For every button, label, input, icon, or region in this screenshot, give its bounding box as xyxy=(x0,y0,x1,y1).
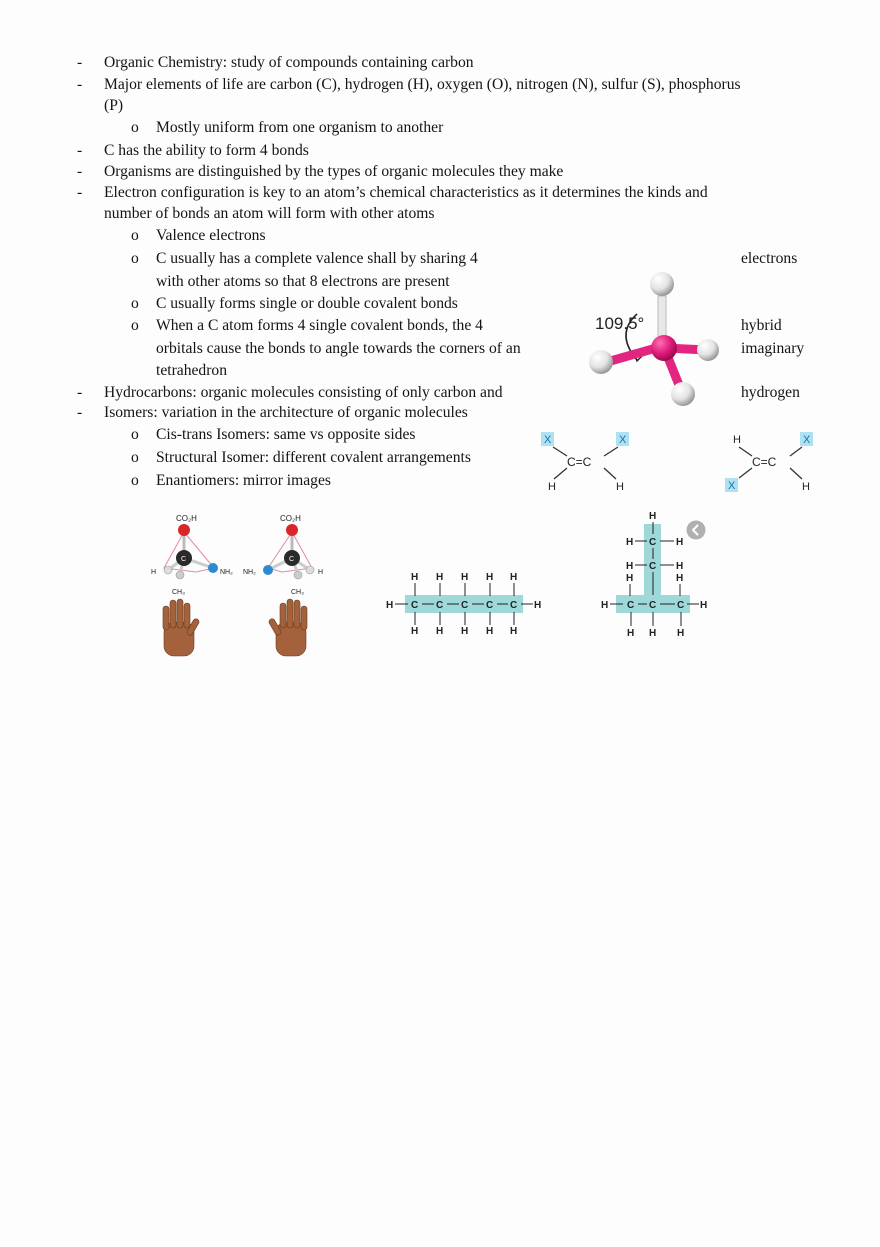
note-isomers: Isomers: variation in the architecture of organic molecules xyxy=(104,404,468,421)
co2h-label: CO₂H xyxy=(176,514,197,523)
note-structural: Structural Isomer: different covalent arrangements xyxy=(156,449,471,466)
double-bond-label: C=C xyxy=(567,455,592,469)
h-atom: H xyxy=(700,600,708,611)
ch3-label: CH₃ xyxy=(291,589,304,596)
h-atom: H xyxy=(601,600,609,611)
co2h-label: CO₂H xyxy=(280,514,301,523)
sub-bullet: o xyxy=(131,472,139,489)
straight-chain-pentane-figure xyxy=(384,568,546,640)
c-atom: C xyxy=(411,600,419,611)
note-electron-config: Electron configuration is key to an atom’s chemical characteristics as it determines the kinds and xyxy=(104,184,708,201)
sub-bullet: o xyxy=(131,227,139,244)
c-atom: C xyxy=(436,600,444,611)
hydrogen-atom xyxy=(650,272,674,296)
oxygen-atom xyxy=(178,524,190,536)
h-atom: H xyxy=(436,626,444,637)
bullet-dash: - xyxy=(77,54,83,71)
sub-bullet: o xyxy=(131,449,139,466)
c-atom: C xyxy=(649,561,657,572)
h-atom: H xyxy=(676,537,684,548)
h-label: H xyxy=(733,434,741,446)
hydrogen-atom xyxy=(671,382,695,406)
note-electron-config-cont: number of bonds an atom will form with other atoms xyxy=(104,205,435,222)
h-atom: H xyxy=(411,626,419,637)
h-label: H xyxy=(548,481,556,493)
sub-bullet: o xyxy=(131,426,139,443)
note-uniform: Mostly uniform from one organism to another xyxy=(156,119,444,136)
angle-label: 109.5° xyxy=(595,314,645,333)
note-major-elements: Major elements of life are carbon (C), hydrogen (H), oxygen (O), nitrogen (N), sulfur (S), phosphorus xyxy=(104,76,741,93)
note-complete-valence: C usually has a complete valence shall by sharing 4 xyxy=(156,250,478,267)
trans-isomer-figure xyxy=(724,428,824,496)
c-atom: C xyxy=(627,600,635,611)
c-atom: C xyxy=(649,537,657,548)
h-atom: H xyxy=(411,572,419,583)
h-atom: H xyxy=(626,537,634,548)
bullet-dash: - xyxy=(77,163,83,180)
h-atom: H xyxy=(627,628,635,639)
bullet-dash: - xyxy=(77,404,83,421)
note-organisms: Organisms are distinguished by the types of organic molecules they make xyxy=(104,163,564,180)
h-atom: H xyxy=(676,561,684,572)
h-atom: H xyxy=(534,600,542,611)
sub-bullet: o xyxy=(131,119,139,136)
note-hybrid-cont: orbitals cause the bonds to angle towards the corners of an xyxy=(156,340,521,357)
enantiomer-right-figure xyxy=(242,510,334,660)
x-label: X xyxy=(803,434,811,446)
h-atom: H xyxy=(461,626,469,637)
h-atom: H xyxy=(510,572,518,583)
enantiomer-left-figure xyxy=(146,510,238,660)
tetrahedral-carbon-figure xyxy=(575,262,735,412)
h-label: H xyxy=(151,569,157,576)
hand-icon xyxy=(163,599,200,656)
h-atom: H xyxy=(626,561,634,572)
note-cis-trans: Cis-trans Isomers: same vs opposite sides xyxy=(156,426,416,443)
h-label: H xyxy=(616,481,624,493)
nitrogen-atom xyxy=(263,565,273,575)
note-tetrahedron: tetrahedron xyxy=(156,362,228,379)
c-atom: C xyxy=(486,600,494,611)
h-atom: H xyxy=(486,572,494,583)
note-complete-valence-end: electrons xyxy=(741,250,798,267)
nitrogen-atom xyxy=(208,563,218,573)
c-label: C xyxy=(181,556,187,563)
note-hydrocarbons: Hydrocarbons: organic molecules consisting of only carbon and xyxy=(104,384,503,401)
carbon-atom xyxy=(651,335,677,361)
h-atom: H xyxy=(486,626,494,637)
ch3-label: CH₃ xyxy=(172,589,185,596)
note-hydrocarbons-end: hydrogen xyxy=(741,384,800,401)
h-atom: H xyxy=(626,573,634,584)
hand-icon xyxy=(268,599,307,656)
c-atom: C xyxy=(649,600,657,611)
h-atom: H xyxy=(386,600,394,611)
note-four-bonds: C has the ability to form 4 bonds xyxy=(104,142,309,159)
h-atom: H xyxy=(510,626,518,637)
oxygen-atom xyxy=(286,524,298,536)
h-atom: H xyxy=(677,628,685,639)
note-valence: Valence electrons xyxy=(156,227,266,244)
x-label: X xyxy=(544,434,552,446)
h-atom: H xyxy=(649,511,657,522)
hydrogen-atom xyxy=(697,339,719,361)
note-major-elements-cont: (P) xyxy=(104,97,124,114)
bullet-dash: - xyxy=(77,142,83,159)
bullet-dash: - xyxy=(77,384,83,401)
c-atom: C xyxy=(677,600,685,611)
x-label: X xyxy=(728,480,736,492)
c-atom: C xyxy=(510,600,518,611)
h-atom: H xyxy=(436,572,444,583)
hydrogen-atom xyxy=(589,350,613,374)
h-label: H xyxy=(318,569,324,576)
note-hybrid: When a C atom forms 4 single covalent bonds, the 4 xyxy=(156,317,483,334)
h-atom: H xyxy=(676,573,684,584)
cis-isomer-figure xyxy=(538,428,638,496)
sub-bullet: o xyxy=(131,250,139,267)
note-enantiomers: Enantiomers: mirror images xyxy=(156,472,331,489)
note-complete-valence-cont: with other atoms so that 8 electrons are present xyxy=(156,273,450,290)
sub-bullet: o xyxy=(131,317,139,334)
nh2-label: NH₂ xyxy=(243,569,256,576)
h-atom: H xyxy=(461,572,469,583)
x-label: X xyxy=(619,434,627,446)
c-atom: C xyxy=(461,600,469,611)
double-bond-label: C=C xyxy=(752,455,777,469)
nh2-label: NH₂ xyxy=(220,569,233,576)
note-hybrid-cont-end: imaginary xyxy=(741,340,805,357)
sub-bullet: o xyxy=(131,295,139,312)
note-hybrid-end: hybrid xyxy=(741,317,782,334)
note-organic-chemistry: Organic Chemistry: study of compounds containing carbon xyxy=(104,54,474,71)
bullet-dash: - xyxy=(77,76,83,93)
bullet-dash: - xyxy=(77,184,83,201)
chevron-left-icon[interactable] xyxy=(686,520,706,540)
c-label: C xyxy=(289,556,295,563)
note-single-double: C usually forms single or double covalent bonds xyxy=(156,295,458,312)
h-atom: H xyxy=(649,628,657,639)
h-label: H xyxy=(802,481,810,493)
